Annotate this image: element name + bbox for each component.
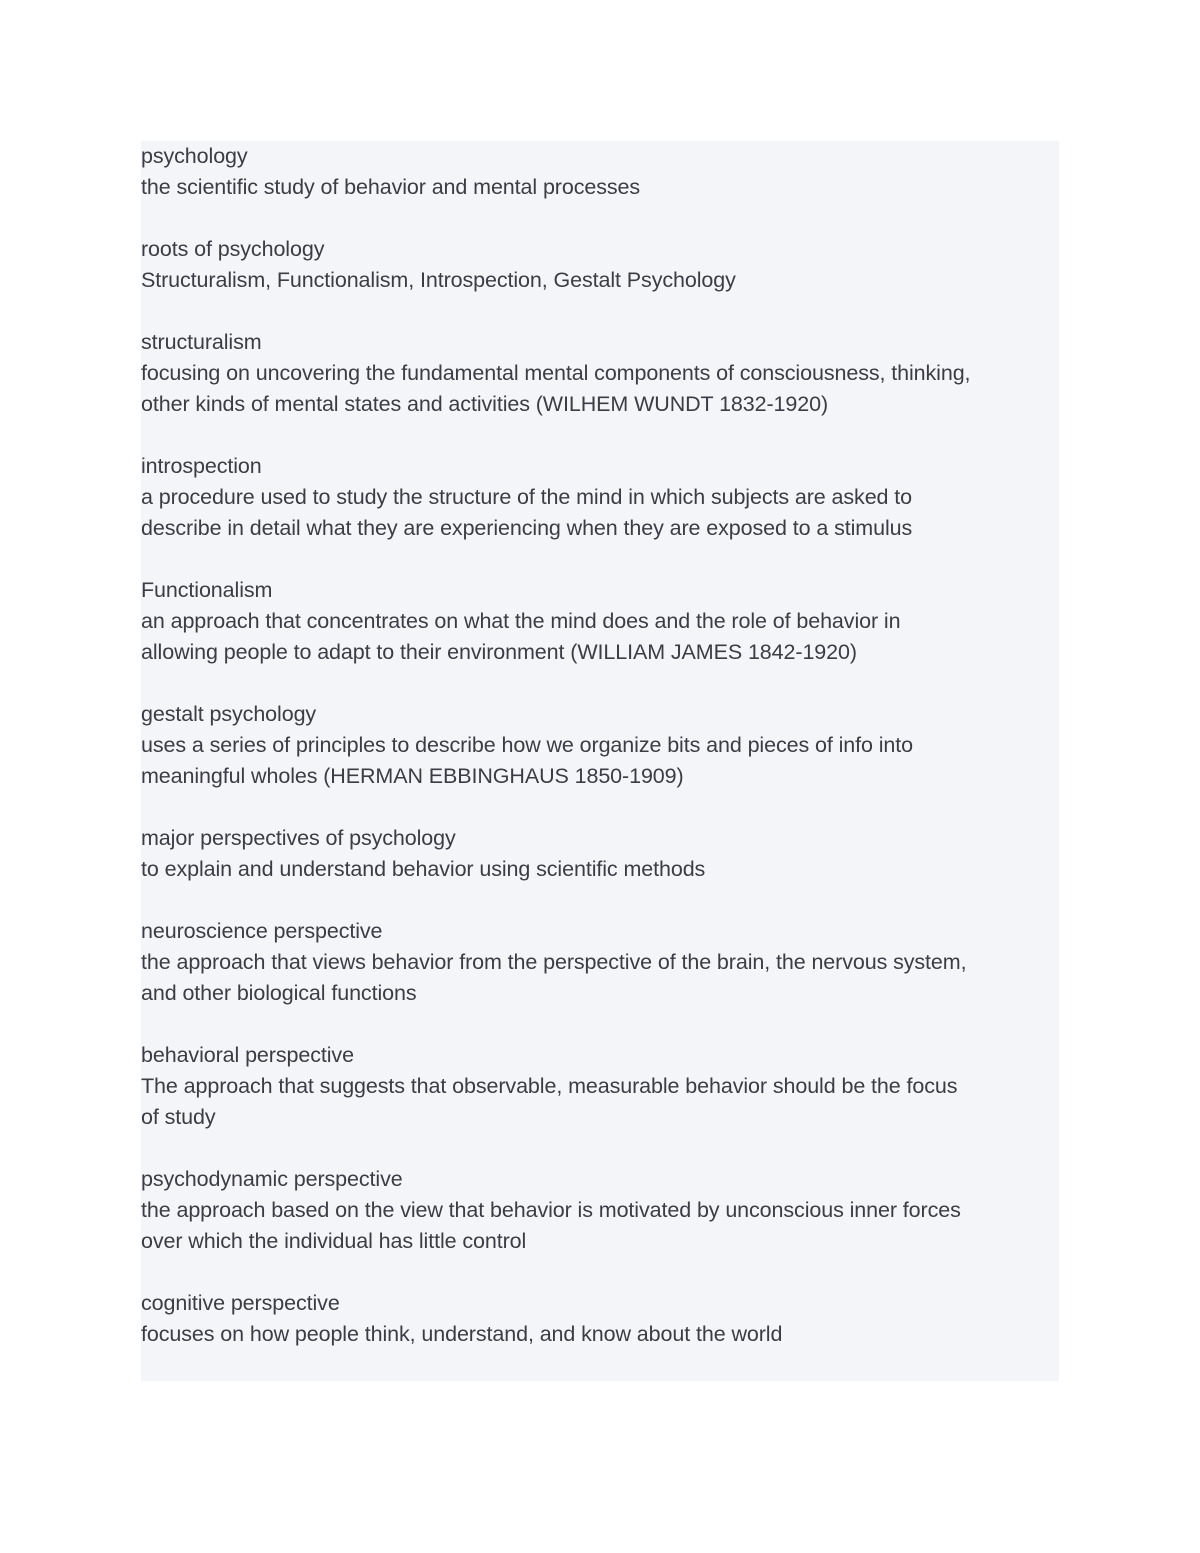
- definition-line: the approach based on the view that behavior is motivated by unconscious inner forces: [141, 1198, 961, 1222]
- definition-line: of study: [141, 1105, 216, 1129]
- term-entry: [141, 823, 1061, 885]
- definition-line: the scientific study of behavior and mental processes: [141, 175, 641, 199]
- term-entry: [141, 451, 1061, 544]
- definition-line: over which the individual has little control: [141, 1229, 527, 1253]
- term: neuroscience perspective: [141, 919, 383, 943]
- definition-line: other kinds of mental states and activities (WILHEM WUNDT 1832-1920): [141, 392, 829, 416]
- flashcard-sheet: [141, 141, 1059, 1381]
- term-list: [141, 141, 1061, 1381]
- definition-line: Structuralism, Functionalism, Introspection, Gestalt Psychology: [141, 268, 736, 292]
- term: psychodynamic perspective: [141, 1167, 403, 1191]
- definition-line: focuses on how people think, understand, and know about the world: [141, 1322, 783, 1346]
- term: Functionalism: [141, 578, 273, 602]
- term-entry: [141, 916, 1061, 1009]
- term-entry: [141, 1040, 1061, 1133]
- definition-line: uses a series of principles to describe how we organize bits and pieces of info into: [141, 733, 914, 757]
- term-entry: [141, 234, 1061, 296]
- definition-line: allowing people to adapt to their environment (WILLIAM JAMES 1842-1920): [141, 640, 857, 664]
- definition-line: and other biological functions: [141, 981, 417, 1005]
- term-entry: [141, 1164, 1061, 1257]
- term-entry: [141, 699, 1061, 792]
- term-entry: [141, 1288, 1061, 1350]
- definition-line: a procedure used to study the structure of the mind in which subjects are asked to: [141, 485, 913, 509]
- definition-line: the approach that views behavior from the perspective of the brain, the nervous system,: [141, 950, 967, 974]
- term: roots of psychology: [141, 237, 325, 261]
- definition-line: describe in detail what they are experiencing when they are exposed to a stimulus: [141, 516, 913, 540]
- term: introspection: [141, 454, 262, 478]
- term-entry: [141, 141, 1061, 203]
- term: gestalt psychology: [141, 702, 317, 726]
- term: behavioral perspective: [141, 1043, 354, 1067]
- term: major perspectives of psychology: [141, 826, 456, 850]
- term: psychology: [141, 144, 248, 168]
- definition-line: meaningful wholes (HERMAN EBBINGHAUS 1850-1909): [141, 764, 684, 788]
- definition-line: an approach that concentrates on what the mind does and the role of behavior in: [141, 609, 901, 633]
- term: structuralism: [141, 330, 262, 354]
- term-entry: [141, 575, 1061, 668]
- term: cognitive perspective: [141, 1291, 340, 1315]
- definition-line: focusing on uncovering the fundamental mental components of consciousness, thinking,: [141, 361, 971, 385]
- term-entry: [141, 327, 1061, 420]
- definition-line: to explain and understand behavior using scientific methods: [141, 857, 706, 881]
- definition-line: The approach that suggests that observable, measurable behavior should be the focus: [141, 1074, 958, 1098]
